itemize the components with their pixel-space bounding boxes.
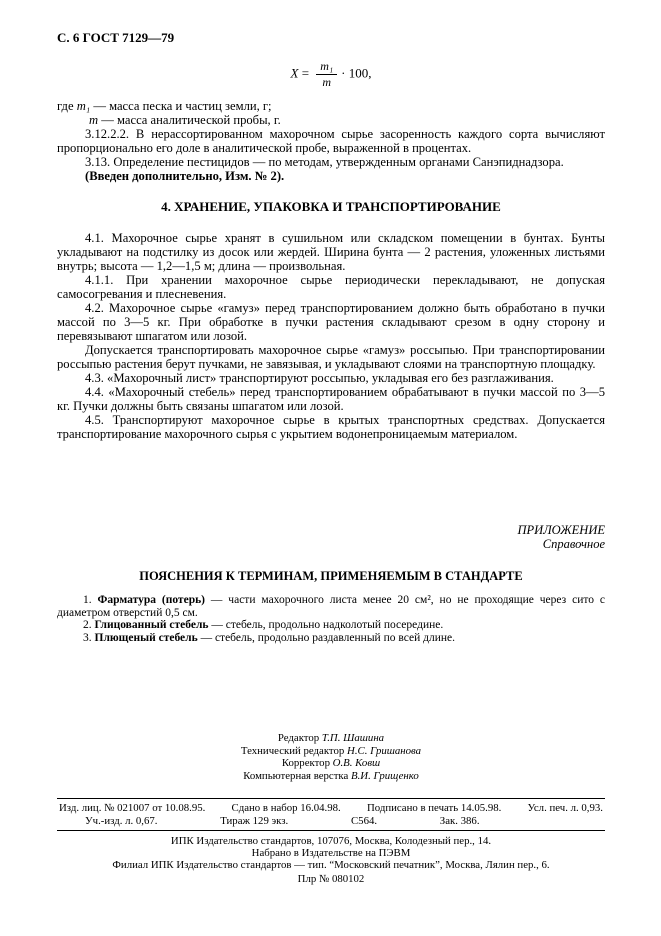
term-number: 2. bbox=[83, 619, 95, 631]
imprint-block bbox=[57, 798, 605, 885]
colophon-role: Компьютерная верстка bbox=[243, 769, 352, 782]
term-definition: — стебель, продольно раздавленный по всей длине. bbox=[197, 631, 455, 644]
imprint-row-2 bbox=[85, 814, 480, 830]
where-var-m1: m₁ bbox=[76, 99, 91, 113]
formula-numerator: m₁ bbox=[316, 60, 337, 75]
publisher-address bbox=[57, 831, 605, 885]
imprint-license: Изд. лиц. № 021007 от 10.08.95. bbox=[59, 802, 206, 814]
term-item-3 bbox=[57, 632, 605, 645]
colophon bbox=[57, 732, 605, 782]
formula-multiplier: · 100, bbox=[341, 65, 372, 81]
paragraph-3-13: 3.13. Определение пестицидов — по методам, утвержденным органами Санэпиднадзора. bbox=[85, 155, 564, 169]
term-definition: — части махорочного листа менее 20 см², но не проходящие через сито с диаметром отверстий 0,5 см. bbox=[57, 594, 605, 619]
term-name: Глицованный стебель bbox=[94, 619, 209, 631]
colophon-name: Т.П. Шашина bbox=[321, 732, 385, 744]
colophon-line-typesetting bbox=[57, 770, 605, 783]
colophon-line-technical-editor bbox=[57, 745, 605, 758]
paragraph-4-1-1: 4.1.1. При хранении махорочное сырье периодически перекладывают, не допуская самосогревания и плесневения. bbox=[57, 273, 605, 301]
term-name: Фарматура (потерь) bbox=[97, 594, 205, 606]
where-definition-1: — масса песка и частиц земли, г; bbox=[90, 99, 272, 113]
appendix-title: ПОЯСНЕНИЯ К ТЕРМИНАМ, ПРИМЕНЯЕМЫМ В СТАНДАРТЕ bbox=[139, 569, 523, 583]
formula-fraction bbox=[316, 60, 337, 89]
section-3-body bbox=[57, 99, 605, 183]
publisher-address-line-3: Филиал ИПК Издательство стандартов — тип. “Московский печатник”, Москва, Лялин пер., 6. bbox=[112, 859, 550, 871]
term-name: Плющеный стебель bbox=[94, 631, 198, 644]
page-header: С. 6 ГОСТ 7129—79 bbox=[57, 30, 175, 45]
term-item-1 bbox=[57, 594, 605, 619]
section-4-body bbox=[57, 231, 605, 441]
imprint-circulation: Тираж 129 экз. bbox=[220, 815, 289, 827]
colophon-role: Корректор bbox=[281, 757, 333, 769]
imprint-row-1 bbox=[57, 799, 605, 814]
imprint-print-sheets: Усл. печ. л. 0,93. bbox=[527, 802, 603, 814]
term-definition: — стебель, продольно надколотый посередине. bbox=[208, 619, 444, 631]
plr-number: Плр № 080102 bbox=[297, 873, 365, 885]
terms-list bbox=[57, 594, 605, 644]
where-definition-2: — масса аналитической пробы, г. bbox=[98, 113, 281, 127]
colophon-name: Н.С. Гришанова bbox=[347, 744, 422, 757]
formula-denominator: m bbox=[322, 75, 332, 89]
colophon-name: О.В. Ковш bbox=[332, 757, 381, 769]
imprint-code: С564. bbox=[350, 815, 378, 827]
formula-lhs: X bbox=[290, 65, 299, 81]
where-line-2 bbox=[57, 113, 605, 127]
imprint-typeset-date: Сдано в набор 16.04.98. bbox=[231, 802, 341, 814]
colophon-line-proofreader bbox=[57, 757, 605, 770]
colophon-role: Редактор bbox=[277, 732, 322, 744]
colophon-line-editor bbox=[57, 732, 605, 745]
imprint-pub-sheets: Уч.-изд. л. 0,67. bbox=[85, 815, 158, 827]
paragraph-4-2-continued: Допускается транспортировать махорочное сырье «гамуз» россыпью. При транспортировании россыпью растения берут пучками, не завязывая, и укладывают слоями на транспортную площадку. bbox=[57, 343, 605, 371]
paragraph-4-4: 4.4. «Махорочный стебель» перед транспортированием обрабатывают в пучки массой по 3—5 кг. Пучки должны быть связаны шпагатом или лозой. bbox=[57, 385, 605, 413]
term-number: 1. bbox=[83, 594, 98, 606]
formula bbox=[57, 60, 605, 89]
where-var-m: m bbox=[89, 113, 99, 127]
section-4-title: 4. ХРАНЕНИЕ, УПАКОВКА И ТРАНСПОРТИРОВАНИЕ bbox=[161, 199, 501, 214]
publisher-address-line-2: Набрано в Издательстве на ПЭВМ bbox=[251, 847, 411, 859]
paragraph-4-5: 4.5. Транспортируют махорочное сырье в крытых транспортных средствах. Допускается транспортирование махорочного сырья с укрытием водонепроницаемым материалом. bbox=[57, 413, 605, 441]
paragraph-3-12-2-2: 3.12.2.2. В нерассортированном махорочном сырье засоренность каждого сорта вычисляют пропорционально его доле в аналитической пробе, выраженной в процентах. bbox=[57, 127, 605, 155]
term-item-2 bbox=[57, 619, 605, 632]
paragraph-introduced-note: (Введен дополнительно, Изм. № 2). bbox=[85, 169, 285, 183]
colophon-role: Технический редактор bbox=[240, 744, 348, 757]
appendix-label: ПРИЛОЖЕНИЕ bbox=[517, 523, 605, 537]
colophon-name: В.И. Грищенко bbox=[351, 769, 419, 782]
where-prefix: где bbox=[57, 99, 77, 113]
paragraph-4-3: 4.3. «Махорочный лист» транспортируют россыпью, укладывая его без разглаживания. bbox=[85, 371, 554, 385]
paragraph-4-2: 4.2. Махорочное сырье «гамуз» перед транспортированием должно быть обработано в пучки массой по 3—5 кг. При обработке в пучки растения складывают срезом в одну сторону и перевязывают шпагатом или лозой. bbox=[57, 301, 605, 343]
appendix-label-block bbox=[57, 523, 605, 551]
appendix-sublabel: Справочное bbox=[542, 537, 605, 551]
paragraph-4-1: 4.1. Махорочное сырье хранят в сушильном или складском помещении в бунтах. Бунты укладывают на подстилку из досок или жердей. Ширина бунта — 2 растения, уложенных листьями внутрь; высота — 1,2—1,5 м; длина — произвольная. bbox=[57, 231, 605, 273]
imprint-print-date: Подписано в печать 14.05.98. bbox=[366, 802, 502, 814]
formula-equals: = bbox=[298, 65, 313, 81]
imprint-order-number: Зак. 386. bbox=[439, 815, 480, 827]
where-line-1 bbox=[57, 99, 605, 113]
publisher-address-line-1: ИПК Издательство стандартов, 107076, Москва, Колодезный пер., 14. bbox=[170, 835, 492, 847]
term-number: 3. bbox=[83, 631, 95, 644]
